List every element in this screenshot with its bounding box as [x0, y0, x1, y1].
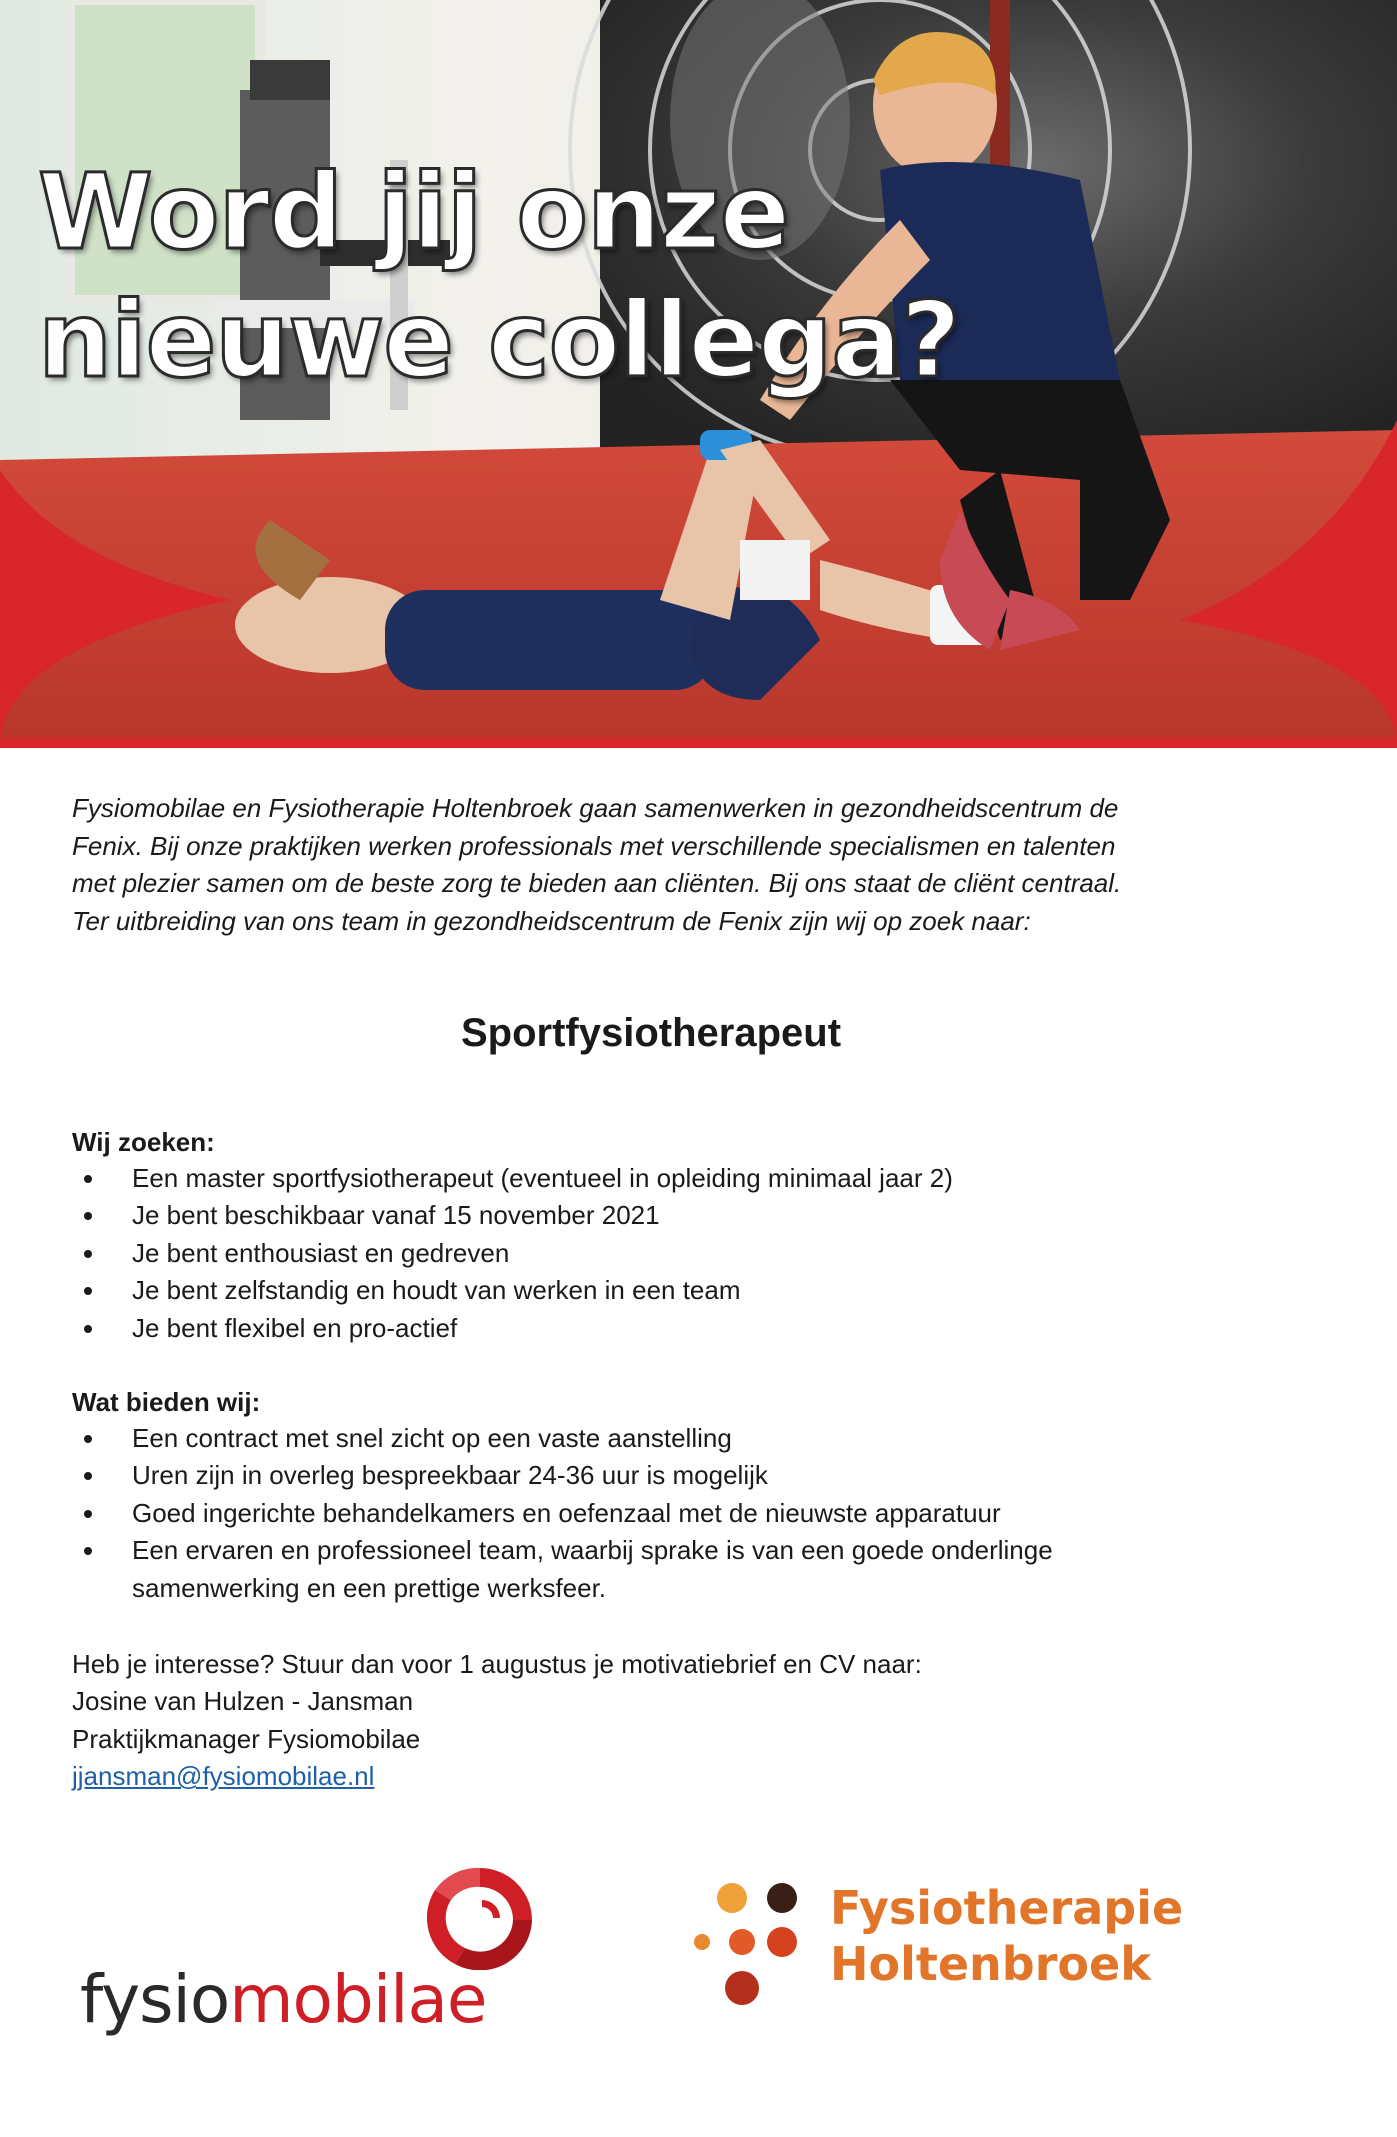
intro-line: met plezier samen om de beste zorg te bieden aan cliënten. Bij ons staat de cliënt centraal. [72, 868, 1122, 898]
contact-intro: Heb je interesse? Stuur dan voor 1 augustus je motivatiebrief en CV naar: [72, 1649, 922, 1679]
wordmark-line1: Fysiotherapie [830, 1881, 1184, 1935]
list-item-text: Je bent beschikbaar vanaf 15 november 2021 [132, 1200, 660, 1231]
intro-line: Fenix. Bij onze praktijken werken professionals met verschillende specialismen en talenten [72, 830, 1116, 861]
list-item [72, 1495, 1162, 1532]
list-item [72, 1420, 1162, 1457]
list-item [72, 1235, 1322, 1272]
bullet-icon [84, 1250, 92, 1258]
list-item [72, 1532, 1162, 1607]
list-item-text: Uren zijn in overleg bespreekbaar 24-36 uur is mogelijk [132, 1460, 768, 1491]
list-item-text: Je bent zelfstandig en houdt van werken in een team [132, 1275, 741, 1306]
list-item [72, 1160, 1322, 1197]
wordmark-part2: mobilae [229, 1961, 487, 2038]
list-item-text: Je bent flexibel en pro-actief [132, 1312, 458, 1343]
list-item [72, 1272, 1322, 1309]
list-item [72, 1197, 1322, 1234]
fysiomobilae-wordmark [80, 1960, 487, 2040]
bullet-icon [84, 1175, 92, 1183]
bullet-icon [84, 1287, 92, 1295]
wat-bieden-wij-heading: Wat bieden wij: [72, 1387, 261, 1417]
wordmark-line2: Holtenbroek [830, 1937, 1151, 1991]
bullet-icon [84, 1435, 92, 1443]
contact-role: Praktijkmanager Fysiomobilae [72, 1723, 421, 1754]
list-item [72, 1457, 1162, 1494]
intro-line: Ter uitbreiding van ons team in gezondheidscentrum de Fenix zijn wij op zoek naar: [72, 905, 1031, 936]
wordmark-part1: fysio [80, 1961, 230, 2038]
hero-banner [0, 0, 1397, 748]
bullet-icon [84, 1212, 92, 1220]
list-item-text: Goed ingerichte behandelkamers en oefenzaal met de nieuwste apparatuur [132, 1497, 1001, 1528]
wij-zoeken-heading: Wij zoeken: [72, 1127, 215, 1157]
fysiomobilae-logo [80, 1855, 550, 2045]
bullet-icon [84, 1472, 92, 1480]
job-title: Sportfysiotherapeut [460, 1011, 842, 1055]
contact-name: Josine van Hulzen - Jansman [72, 1686, 414, 1717]
bullet-icon [84, 1510, 92, 1518]
intro-line: Fysiomobilae en Fysiotherapie Holtenbroek gaan samenwerken in gezondheidscentrum de [72, 793, 1119, 823]
wat-bieden-wij-list [72, 1420, 1162, 1607]
list-item-text: Je bent enthousiast en gedreven [132, 1237, 510, 1268]
contact-block [72, 1646, 1322, 1796]
list-item [72, 1310, 1322, 1347]
fysiotherapie-holtenbroek-logo [690, 1880, 1250, 2020]
bullet-icon [84, 1325, 92, 1333]
holtenbroek-wordmark [830, 1880, 1183, 1992]
wij-zoeken-list [72, 1160, 1322, 1347]
contact-email-link[interactable]: jjansman@fysiomobilae.nl [72, 1761, 375, 1792]
list-item-text: Een master sportfysiotherapeut (eventueel in opleiding minimaal jaar 2) [132, 1163, 953, 1193]
hero-title-line1: Word jij onze [38, 151, 790, 273]
hero-title-line2: nieuwe collega? [38, 279, 960, 401]
dots-logo-icon [690, 1880, 820, 2020]
hero-title [38, 148, 960, 404]
list-item-text: Een contract met snel zicht op een vaste aanstelling [132, 1423, 732, 1453]
list-item-text: Een ervaren en professioneel team, waarbij sprake is van een goede onderlinge samenwerking en een prettige werksfeer. [132, 1535, 1053, 1603]
bullet-icon [84, 1547, 92, 1555]
swirl-logo-icon [415, 1860, 545, 1970]
intro-paragraph [72, 790, 1342, 940]
